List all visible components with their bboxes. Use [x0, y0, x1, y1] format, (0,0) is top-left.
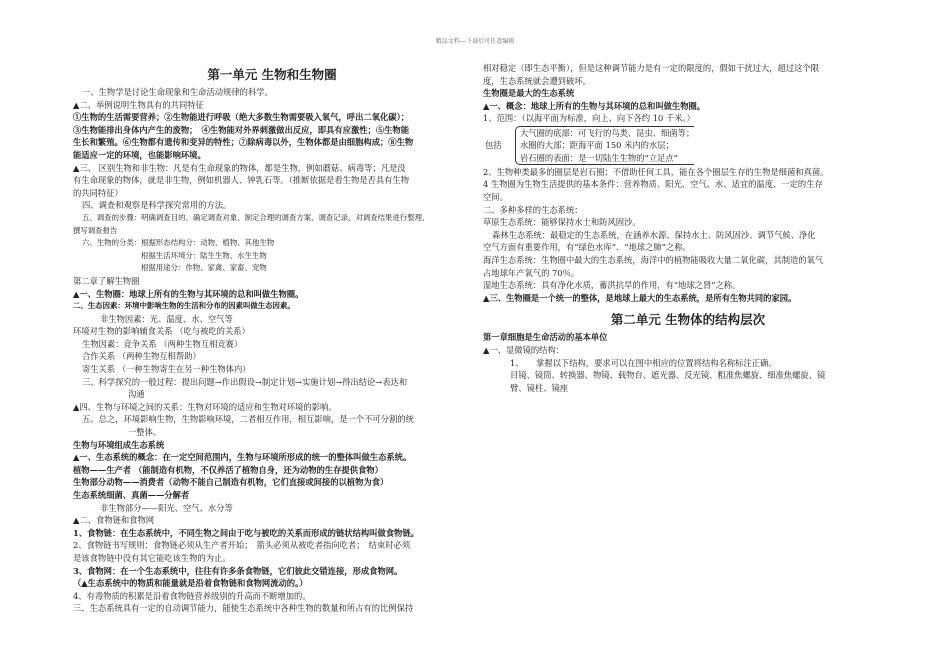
right-column — [483, 62, 893, 394]
brace-list — [515, 126, 694, 165]
text-line: ▲一、显微镜的结构： — [483, 344, 565, 355]
text-line: 五、调查的步骤：明确调查目的、确定调查对象、制定合理的调查方案、调查记录、对调查结果进行整理、 — [82, 212, 430, 222]
text-line: 2、食物链书写规则：食物链必须从生产者开始； 箭头必须从被吃者指向吃者； 结束时必须 — [73, 540, 411, 551]
text-line: 空气方面有重要作用，有“绿色水库”、“地球之肺”之称。 — [483, 242, 691, 253]
text-line: 沟通 — [128, 389, 145, 400]
text-line: ①生物的生活需要营养；②生物能进行呼吸（绝大多数生物需要吸入氧气，呼出二氧化碳）； — [73, 112, 410, 123]
text-line: 根据用途分：作物、家禽、家畜、宠物 — [141, 263, 267, 273]
text-line: 草原生态系统：能够保持水土和防风固沙。 — [483, 217, 641, 228]
text-line: 五、总之，环境影响生物，生物影响环境，二者相互作用，相互影响，是一个不可分割的统 — [82, 414, 414, 425]
text-line: 四、调查和观察是科学探究常用的方法。 — [82, 200, 232, 211]
text-line: ▲三、生物圈是一个统一的整体，是地球上最大的生态系统，是所有生物共同的家园。 — [483, 292, 797, 303]
brace-label: 包括 — [485, 140, 502, 151]
text-line: ▲二、举例说明生物具有的共同特征 — [73, 99, 204, 110]
text-line: 占地球年产氧气的 70％。 — [483, 267, 580, 278]
text-line: 臂、镜柱、镜座 — [510, 382, 569, 393]
text-line: 生态系统细菌、真菌——分解者 — [73, 490, 190, 500]
unit-title-2: 第二单元 生物体的结构层次 — [610, 312, 766, 328]
text-line: 一整体。 — [128, 427, 162, 438]
text-line: 植物——生产者 （能制造有机物，不仅养活了植物自身，还为动物的生存提供食物） — [73, 464, 383, 475]
text-line: 目镜、镜筒、转换器、物镜、载物台、遮光器、反光镜、粗准焦螺旋、细准焦螺旋、镜 — [510, 370, 826, 381]
text-line: 生物因素：竞争关系 （两种生物互相竞赛） — [82, 338, 243, 349]
text-line: 有生命现象的物体，就是非生物，例如机器人、钟乳石等。（推断依据是看生物是否具有生物 — [73, 175, 410, 186]
text-line: 1、食物链：在生态系统中，不同生物之间由于吃与被吃的关系而形成的链状结构叫做食物链。 — [73, 527, 419, 538]
text-line: 度，生态系统就会遭到破坏。 — [483, 75, 591, 86]
text-line: ▲一、概念：地球上所有的生物与其环境的总和叫做生物圈。 — [483, 100, 706, 111]
text-line: 非生物因素：光、温度、水、空气等 — [100, 313, 233, 324]
text-line: （▲生态系统中的物质和能量就是沿着食物链和食物网流动的。） — [73, 578, 308, 589]
page-header: 精品文档---下载后可任意编辑 — [435, 38, 515, 45]
text-line: 1、 掌握以下结构，要求可以在图中相应的位置将结构名称标注正确。 — [510, 357, 777, 368]
brace-item: 岩石圈的表面：是一切陆生生物的“立足点” — [520, 152, 678, 163]
text-line: 是该食物链中没有其它能吃该生物的为止。 — [73, 552, 231, 563]
text-line: 二、多种多样的生态系统： — [483, 204, 583, 215]
text-line: 三、生态系统具有一定的自动调节能力，能使生态系统中各种生物的数量和所占有的比例保持 — [73, 603, 414, 614]
text-line: 4 生物圈为生物生活提供的基本条件：营养物质、阳光、空气、水、适宜的温度、一定的生存 — [483, 179, 823, 190]
section-heading: 生物与环境组成生态系统 — [73, 439, 165, 450]
unit-title: 第一单元 生物和生物圈 — [207, 67, 337, 82]
text-line: 的共同特征） — [73, 187, 123, 198]
text-line: 非生物部分——阳光、空气、水分等 — [100, 502, 233, 513]
text-line: 一、生物学是讨论生命现象和生命活动规律的科学。 — [82, 87, 273, 97]
chapter-heading: 第二章了解生物圈 — [73, 275, 140, 286]
text-line: 湿地生态系统：具有净化水质，蓄洪抗旱的作用，有“地球之肾”之称。 — [483, 280, 741, 291]
text-line: 寄生关系 （一种生物寄生在另一种生物体内） — [82, 364, 251, 375]
left-column — [73, 56, 471, 615]
text-line: 六、生物的分类：根据形态结构分：动物、植物、其他生物 — [82, 238, 275, 248]
text-line: 相对稳定（即生态平衡），但是这种调节能力是有一定的限度的，假如干扰过大，超过这个限 — [483, 63, 820, 73]
text-line: ▲一、生态系统的概念：在一定空间范围内，生物与环境所形成的统一的整体叫做生态系统。 — [73, 452, 412, 463]
brace-item: 大气圈的底部：可飞行的鸟类、昆虫、细菌等； — [520, 127, 695, 138]
text-line: 1、范围：（以海平面为标准，向上、向下各约 10 千米。） — [483, 113, 695, 124]
text-line: ▲四、生物与环境之间的关系：生物对环境的适应和生物对环境的影响。 — [73, 401, 337, 412]
text-line: ▲三、 区别生物和非生物：凡是有生命现象的物体，都是生物，例如蘑菇、病毒等；凡是没 — [73, 162, 406, 173]
text-line: 森林生态系统：最稳定的生态系统，在涵养水源、保持水土、防风固沙、调节气候、净化 — [492, 229, 816, 240]
text-line: ▲二、食物链和食物网 — [73, 515, 155, 526]
text-line: 3、食物网：在一个生态系统中，往往有许多条食物链，它们彼此交错连接，形成食物网。 — [73, 565, 403, 576]
text-line: 空间。 — [483, 192, 508, 203]
chapter-heading: 第一章细胞是生命活动的基本单位 — [483, 332, 608, 343]
text-line: ▲一、生物圈：地球上所有的生物与其环境的总和叫做生物圈。 — [73, 288, 304, 299]
text-line: 合作关系 （两种生物互相帮助） — [82, 351, 201, 362]
text-line: 生长和繁殖。⑥生物都有遗传和变异的特性；⑦除病毒以外，生物体都是由细胞构成；⑧生物 — [73, 137, 414, 148]
text-line: 二、生态因素：环境中影响生物的生活和分布的因素叫做生态因素。 — [73, 301, 295, 311]
text-line: 根据生活环境分：陆生生物、水生生物 — [141, 250, 267, 260]
text-line: 2、生物种类最多的圈层是岩石圈；不借助任何工具，能在各个圈层生存的生物是细菌和真菌。 — [483, 166, 829, 177]
biosphere-range-brace — [483, 126, 893, 165]
brace-item: 水圈的大部：距海平面 150 米内的水层； — [520, 140, 674, 151]
text-line: 海洋生态系统：生物圈中最大的生态系统，海洋中的植物能吸收大量二氧化碳，其制造的氧气 — [483, 255, 824, 266]
text-line: 生物部分动物——消费者（动物不能自己制造有机物，它们直接或间接的以植物为食） — [73, 477, 389, 488]
text-line: 撰写调查报告 — [73, 225, 118, 235]
text-line: 三、科学探究的一般过程：提出问题→作出假设→制定计划→实施计划→得出结论→表达和 — [82, 376, 408, 387]
text-line: 环境对生物的影响辅食关系 （吃与被吃的关系） — [73, 326, 250, 337]
text-line: ③生物能排出身体内产生的废物； ④生物能对外界刺激做出反应，即具有应激性；⑤生物能 — [73, 124, 410, 135]
text-line: 能适应一定的环境，也能影响环境。 — [73, 149, 206, 160]
section-heading: 生物圈是最大的生态系统 — [483, 88, 575, 99]
text-line: 4、有毒物质的积累是沿着食物链营养级别的升高而不断增加的。 — [73, 590, 311, 601]
